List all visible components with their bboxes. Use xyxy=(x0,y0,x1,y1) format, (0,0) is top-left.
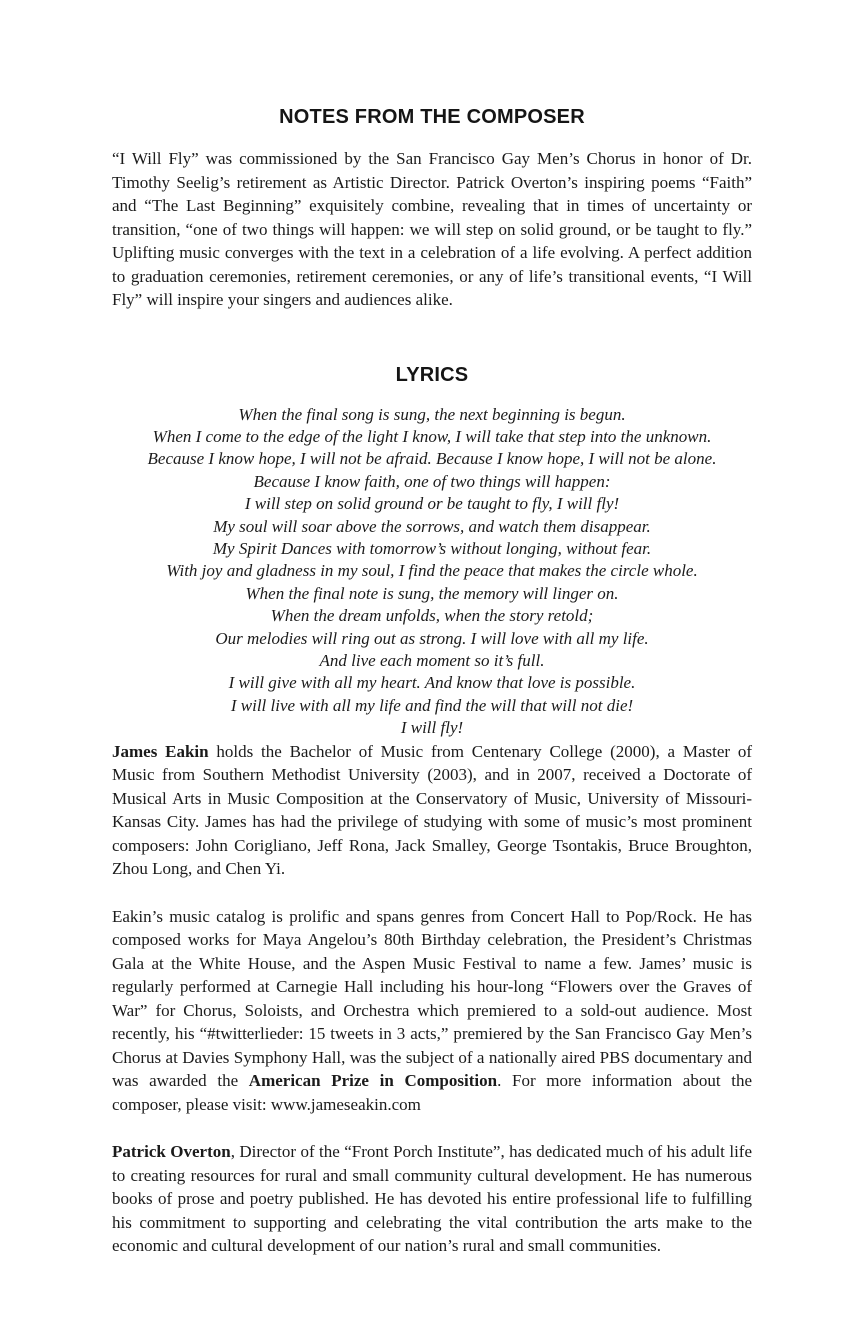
lyrics-line: My Spirit Dances with tomorrow’s without longing, without fear. xyxy=(212,538,652,558)
bio-catalog-text-1: Eakin’s music catalog is prolific and spans genres from Concert Hall to Pop/Rock. He has composed works for Maya Angelou’s 80th Birthday celebration, the President’s Christmas Gala at the White House, and the Aspen Music Festival to name a few. James’ music is regularly performed at Carnegie Hall including his hour-long “Flowers over the Graves of War” for Chorus, Soloists, and Orchestra which premiered to a sold-out audience. Most recently, his “#twitterlieder: 15 tweets in 3 acts,” premiered by the San Francisco Gay Men’s Chorus at Davies Symphony Hall, was the subject of a nationally aired PBS documentary and was awarded the xyxy=(112,906,752,1091)
composer-website: www.jameseakin.com xyxy=(270,1094,421,1114)
composer-name-james-eakin: James Eakin xyxy=(112,741,209,761)
poet-name-patrick-overton: Patrick Overton xyxy=(112,1142,231,1162)
lyrics-line: When the final note is sung, the memory will linger on. xyxy=(245,583,619,603)
american-prize-award-name: American Prize in Composition xyxy=(248,1071,498,1091)
lyrics-line: Because I know hope, I will not be afraid. Because I know hope, I will not be alone. xyxy=(147,449,717,469)
bio-james-eakin-text: holds the Bachelor of Music from Centenary College (2000), a Master of Music from Southern Methodist University (2003), and in 2007, received a Doctorate of Musical Arts in Music Composition at the Conservatory of Music, University of Missouri-Kansas City. James has had the privilege of studying with some of music’s most prominent composers: John Corigliano, Jeff Rona, Jack Smalley, George Tsontakis, Bruce Broughton, Zhou Long, and Chen Yi. xyxy=(112,741,752,879)
bio-james-eakin-catalog-paragraph xyxy=(112,905,752,1117)
lyrics-line: My soul will soar above the sorrows, and watch them disappear. xyxy=(213,516,651,536)
bio-james-eakin-paragraph xyxy=(112,740,752,881)
lyrics-line: I will step on solid ground or be taught to fly, I will fly! xyxy=(244,494,620,514)
lyrics-line: I will fly! xyxy=(400,718,464,738)
lyrics-line: And live each moment so it’s full. xyxy=(319,650,545,670)
lyrics-line: When I come to the edge of the light I know, I will take that step into the unknown. xyxy=(152,426,712,446)
notes-from-composer-heading: NOTES FROM THE COMPOSER xyxy=(279,106,585,128)
bio-patrick-overton-text: , Director of the “Front Porch Institute”, has dedicated much of his adult life to creating resources for rural and small community cultural development. He has numerous books of prose and poetry published. He has devoted his entire professional life to fulfilling his commitment to supporting and celebrating the vital contribution the arts make to the economic and cultural development of our nation’s rural and small communities. xyxy=(112,1142,752,1256)
lyrics-line: When the dream unfolds, when the story retold; xyxy=(270,606,594,626)
composer-notes-paragraph: “I Will Fly” was commissioned by the San Francisco Gay Men’s Chorus in honor of Dr. Timothy Seelig’s retirement as Artistic Director. Patrick Overton’s inspiring poems “Faith” and “The Last Beginning” exquisitely combine, revealing that in times of uncertainty or transition, “one of two things will happen: we will step on solid ground, or be taught to fly.” Uplifting music converges with the text in a celebration of a life evolving. A perfect addition to graduation ceremonies, retirement ceremonies, or any of life’s transitional events, “I Will Fly” will inspire your singers and audiences alike. xyxy=(112,149,752,309)
lyrics-line: When the final song is sung, the next beginning is begun. xyxy=(238,404,626,424)
lyrics-line: I will give with all my heart. And know that love is possible. xyxy=(228,673,636,693)
bio-catalog-text-2: . For more information about the composer, please visit: xyxy=(112,1071,753,1114)
lyrics-heading: LYRICS xyxy=(395,363,469,386)
lyrics-line: Our melodies will ring out as strong. I will love with all my life. xyxy=(215,628,649,648)
bio-patrick-overton-paragraph xyxy=(112,1140,752,1258)
lyrics-line: Because I know faith, one of two things will happen: xyxy=(253,471,611,491)
lyrics-block xyxy=(112,404,752,740)
lyrics-line: With joy and gladness in my soul, I find the peace that makes the circle whole. xyxy=(166,561,698,581)
lyrics-line: I will live with all my life and find the will that will not die! xyxy=(230,695,634,715)
